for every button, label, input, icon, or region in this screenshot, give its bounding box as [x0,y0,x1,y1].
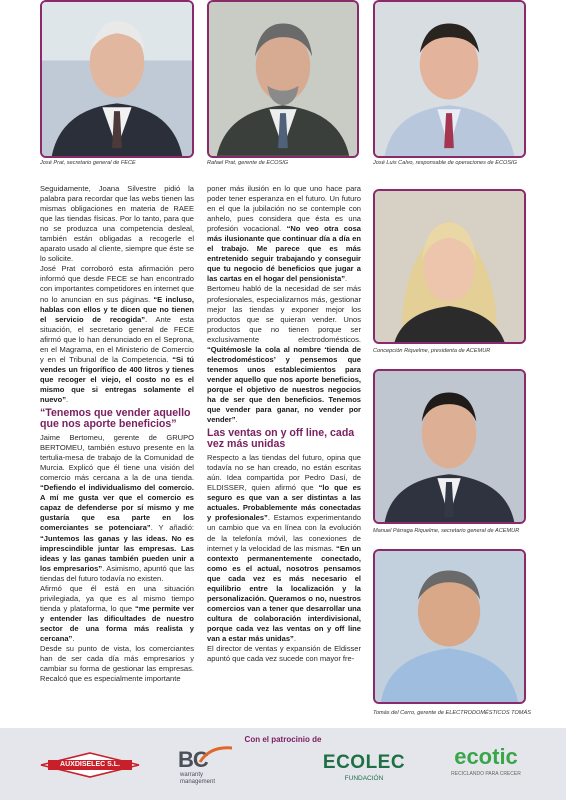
bc-sub-warranty: warranty [180,772,204,778]
ecotic-logo [444,744,528,784]
photo-tomas-del-cerro [373,549,526,704]
quote: “Si tú vendes un frigorífico de 400 litros y tienes que recoger el viejo, el costo no es el mismo que si entregas solamente el nuevo” [40,354,194,404]
paragraph: Respecto a las tiendas del futuro, opina que todavía no se han creado, no están escritas aún. Idea compartida por Pedro Dasí, de ELDISSER, quien afirmó que “lo que es seguro es que van a ser distintas a las actuales. Probablemente más conectadas y profesionales”. Estamos experimentando un cambio que va en línea con la evolución de la telefonía móvil, las conexiones de internet y la velocidad de las mismas. “En un contexto permanentemente conectado, como es el actual, nosotros pensamos que cada vez es más necesario el equilibrio entre la localización y la personalización. Queramos o no, nuestros comercios van a tener que desarrollar una cultura de colaboración interdivisional, porque cada vez las ventas on y off line van a estar más unidas”. [207,453,361,643]
paragraph: Seguidamente, Joana Silvestre pidió la palabra para recordar que las webs tienen las mismas obligaciones en materia de RAEE que las tiendas físicas. Por lo tanto, para que no se produzca una competencia desleal, también están obligadas a recogerle el aparato usado al cliente, siempre que éste se lo solicite. [40,184,194,264]
portrait-jose-prat-image [42,2,192,156]
paragraph: poner más ilusión en lo que uno hace para poder tener esperanza en el futuro. Un futuro en el que la jubilación no se contemple con anhelo, pues considera que ésta es una profesión vocacional. “No veo otra cosa más ilusionante que continuar día a día en el trabajo. Me parece que es más entretenido seguir trabajando y conseguir que tu negocio dé beneficios que jugar a las cartas en el hogar del pensionista”. [207,184,361,284]
paragraph: Afirmó que él está en una situación privilegiada, ya que es al mismo tiempo tienda y plataforma, lo que “me permite ver y entender las dificultades de nuestro sector de una forma más realista y cercana”. [40,583,195,643]
portrait-manuel-parraga-image [375,371,524,522]
photo-manuel-parraga [373,369,526,524]
paragraph: José Prat corroboró esta afirmación pero informó que desde FECE se han encontrado con importantes competidores en internet que no lo anuncian en sus páginas. “E incluso, hablas con ellos y te dicen que no tienen el servicio de recogida”. Ante esta situación, el secretario general de FECE afirmó que lo han denunciado en el Seprona, en el Magrama, en el Ministerio de Comercio y en el Tribunal de la Competencia. “Si tú vendes un frigorífico de 400 litros y tienes que recoger el viejo, el costo no es el mismo que si entregas solamente el nuevo”. [40,264,194,404]
sponsors-title: Con el patrocinio de [244,735,322,744]
portrait-tomas-del-cerro-image [375,551,524,702]
photo-rafael-prat [207,0,359,158]
section-heading: Las ventas on y off line, cada vez más unidas [207,427,355,451]
caption-tomas-del-cerro: Tomás del Cerro, gerente de ELECTRODOMÉSTICOS TOMÁS [373,710,531,716]
ecolec-logo-text: ECOLEC [322,752,406,773]
quote: “lo que es seguro es que van a ser distintas a las actuales. Probablemente más conectadas y profesionales” [207,483,361,523]
bc-logo-letters: BC [178,747,208,772]
ecotic-logo-text: ecotic [454,744,518,769]
bc-swoosh-icon [196,744,236,764]
auxdiselec-logo-text: AUXDISELEC S.L. [60,761,120,768]
photo-concepcion-riquelme [373,189,526,344]
ecolec-logo [316,752,412,786]
caption-rafael-prat: Rafael Prat, gerente de ECOSIG [207,160,289,166]
section-heading: “Tenemos que vender aquello que nos aporte beneficios” [40,407,191,431]
caption-jose-prat: José Prat, secretario general de FECE [40,160,136,166]
portrait-concepcion-riquelme-image [375,191,524,342]
paragraph: Bertomeu habló de la necesidad de ser más profesionales, especializarnos más, gestionar mejor las tiendas y exponer mejor los productos que se quieran vender. Unos productos que no tienen porque ser exclusivamente electrodomésticos. “Quitémosle la cola al nombre ‘tienda de electrodomésticos’ y pensemos que tenemos unos establecimientos para vender aquello que nos aporte beneficios, porque el objetivo de nuestros negocios ha de ser que den beneficios. Tenemos que vender para ganar, no vender por vender”. [207,284,361,425]
photo-jose-prat [40,0,194,158]
ecolec-logo-sub: FUNDACIÓN [344,775,384,782]
bc-warranty-logo [176,748,246,790]
caption-concepcion-riquelme: Concepción Riquelme, presidenta de ACEMUR [373,348,491,354]
quote: “Defiendo el individualismo del comercio. A mí me gusta ver que el comercio es capaz de defenderse por sí mismo y me gustaría que esa parte en los comerciantes se potenciara” [40,483,194,533]
quote: “E incluso, hablas con ellos y te dicen que no tienen el servicio de recogida” [40,294,194,324]
caption-jose-luis-calvo: José Luis Calvo, responsable de operaciones de ECOSIG [373,160,517,166]
quote: “No veo otra cosa más ilusionante que continuar día a día en el trabajo. Me parece que es más entretenido seguir trabajando y conseguir que tu negocio dé beneficios que jugar a las cartas en el hogar del pensionista” [207,224,361,284]
paragraph: Desde su punto de vista, los comerciantes han de ser cada día más empresarios y cambiar su forma de gestionar las empresas. Recalcó que es especialmente importante [40,644,194,684]
paragraph: Jaime Bertomeu, gerente de GRUPO BERTOMEU, también estuvo presente en la tertulia-mesa de trabajo de la Comunidad de Murcia. Explicó que él tiene una visión del comercio más cercana a la de una tienda. “Defiendo el individualismo del comercio. A mí me gusta ver que el comercio es capaz de defenderse por sí mismo y me gustaría que esa parte en los comerciantes se potenciara”. Y añadió: “Juntemos las ganas y las ideas. No es imprescindible juntar las empresas. Las ideas y las ganas también pueden unir a los empresarios”. Asimismo, apuntó que las tiendas del futuro todavía no existen. [40,433,194,583]
bc-sub-management: management [180,779,216,785]
quote: “En un contexto permanentemente conectado, como es el actual, nosotros pensamos que cada vez es más necesario el equilibrio entre la localización y la personalización. Queramos o no, nuestros comercios van a tener que desarrollar una cultura de colaboración interdivisional, porque cada vez las ventas on y off line van a estar más unidas” [207,543,361,643]
paragraph: El director de ventas y expansión de Eldisser apuntó que cada vez sucede con mayor fre- [207,644,361,664]
portrait-jose-luis-calvo-image [375,2,524,156]
article-column-2 [207,184,361,664]
article-column-1 [40,184,194,684]
quote: “Juntemos las ganas y las ideas. No es imprescindible juntar las empresas. Las ideas y las ganas también pueden unir a los empresarios” [40,533,194,573]
caption-manuel-parraga: Manuel Párraga Riquelme, secretario general de ACEMUR [373,528,520,534]
ecotic-logo-sub: RECICLANDO PARA CRECER [451,771,521,777]
photo-jose-luis-calvo [373,0,526,158]
quote: “me permite ver y entender las dificultades de nuestro sector de una forma más realista y cercana” [40,603,195,643]
auxdiselec-logo [40,752,140,778]
portrait-rafael-prat-image [209,2,357,156]
quote: “Quitémosle la cola al nombre ‘tienda de electrodomésticos’ y pensemos que tenemos unos establecimientos para vender aquello que nos aporte beneficios, porque el objetivo de nuestros negocios ha de ser que den beneficios. Tenemos que vender para ganar, no vender por vender” [207,344,361,425]
